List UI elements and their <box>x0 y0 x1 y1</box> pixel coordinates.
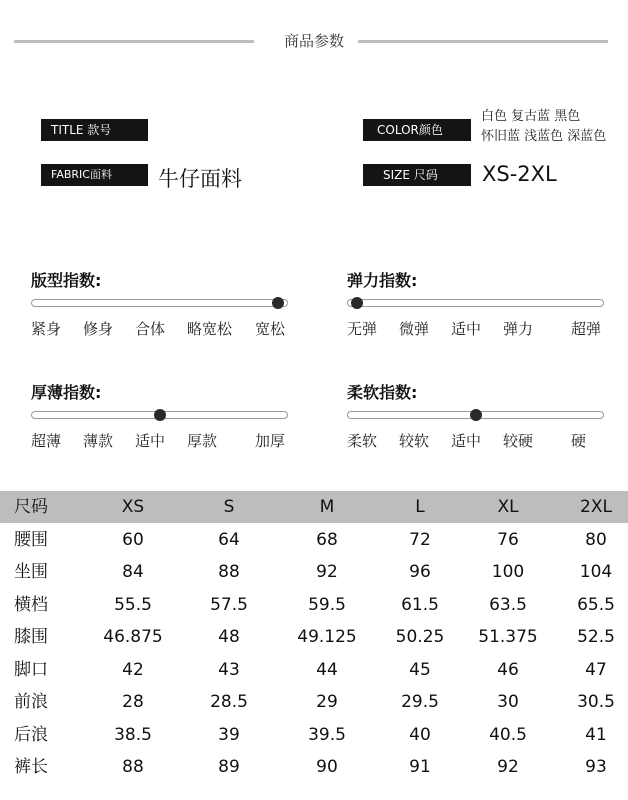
table-cell: 93 <box>585 757 607 777</box>
table-cell: 38.5 <box>114 724 152 745</box>
index-slider-track <box>31 299 288 307</box>
table-cell: 46 <box>497 659 519 680</box>
table-row-label: 前浪 <box>14 692 48 712</box>
table-cell: 76 <box>497 529 519 550</box>
table-cell: 52.5 <box>577 627 615 647</box>
table-header-cell: M <box>319 497 335 517</box>
index-slider-marker <box>154 409 166 421</box>
index-level-label: 柔软 <box>347 432 378 450</box>
color-values <box>481 107 606 147</box>
table-cell: 90 <box>316 757 338 777</box>
table-cell: 50.25 <box>395 627 445 647</box>
table-cell: 84 <box>122 562 144 582</box>
table-header-cell: XL <box>497 497 519 517</box>
table-row <box>0 524 628 556</box>
index-level-label: 较硬 <box>503 432 534 450</box>
header-rule-right <box>358 40 608 43</box>
table-cell: 43 <box>218 659 240 680</box>
index-level-label: 适中 <box>135 432 166 450</box>
table-cell: 80 <box>585 529 607 550</box>
table-cell: 88 <box>218 562 240 582</box>
table-cell: 40.5 <box>489 724 527 745</box>
title-tag: TITLE 款号 <box>41 119 148 141</box>
table-cell: 100 <box>491 562 525 582</box>
table-cell: 59.5 <box>308 594 346 615</box>
index-slider-track <box>347 299 604 307</box>
table-cell: 45 <box>409 659 431 680</box>
index-level-label: 超弹 <box>571 320 602 338</box>
table-row-label: 脚口 <box>14 659 48 680</box>
section-title: 商品参数 <box>283 32 344 50</box>
table-cell: 40 <box>409 724 431 745</box>
index-level-label: 薄款 <box>83 432 114 450</box>
table-row-label: 膝围 <box>14 627 48 647</box>
index-level-label: 加厚 <box>255 432 286 450</box>
table-cell: 30 <box>497 692 519 712</box>
index-level-label: 修身 <box>83 320 114 338</box>
table-cell: 88 <box>122 757 144 777</box>
table-header-label: 尺码 <box>14 497 48 517</box>
table-cell: 92 <box>497 757 519 777</box>
index-title: 柔软指数: <box>347 383 418 402</box>
index-level-label: 适中 <box>451 432 482 450</box>
index-slider-marker <box>272 297 284 309</box>
table-header-cell: S <box>223 497 235 517</box>
table-cell: 91 <box>409 757 431 777</box>
table-cell: 28 <box>122 692 144 712</box>
table-cell: 96 <box>409 562 431 582</box>
table-header-cell: 2XL <box>580 497 612 517</box>
fabric-tag: FABRIC面料 <box>41 164 148 186</box>
table-row-label: 后浪 <box>14 724 48 745</box>
table-header-row <box>0 491 628 523</box>
table-cell: 39 <box>218 724 240 745</box>
table-cell: 63.5 <box>489 594 527 615</box>
table-row <box>0 589 628 621</box>
color-line-1: 白色 复古蓝 黑色 <box>481 109 581 124</box>
color-tag: COLOR颜色 <box>363 119 471 141</box>
index-level-label: 宽松 <box>255 320 286 338</box>
color-line-2: 怀旧蓝 浅蓝色 深蓝色 <box>481 129 607 144</box>
table-cell: 47 <box>585 659 607 680</box>
index-title: 厚薄指数: <box>31 383 102 402</box>
table-cell: 60 <box>122 529 144 550</box>
table-cell: 29.5 <box>401 692 439 712</box>
table-cell: 68 <box>316 529 338 550</box>
table-cell: 28.5 <box>210 692 248 712</box>
table-row <box>0 686 628 718</box>
table-cell: 49.125 <box>297 627 357 647</box>
index-title: 弹力指数: <box>347 271 418 290</box>
table-cell: 55.5 <box>114 594 152 615</box>
table-cell: 30.5 <box>577 692 615 712</box>
index-level-label: 超薄 <box>31 432 62 450</box>
table-cell: 42 <box>122 659 144 680</box>
table-cell: 57.5 <box>210 594 248 615</box>
table-row <box>0 654 628 686</box>
index-level-label: 无弹 <box>347 320 378 338</box>
table-row-label: 横档 <box>14 594 48 615</box>
index-title: 版型指数: <box>31 271 102 290</box>
table-cell: 51.375 <box>478 627 538 647</box>
table-cell: 65.5 <box>577 594 615 615</box>
table-row-label: 坐围 <box>14 562 48 582</box>
table-header-cell: XS <box>121 497 145 517</box>
table-cell: 48 <box>218 627 240 647</box>
table-row-label: 腰围 <box>14 529 48 550</box>
table-row <box>0 621 628 653</box>
index-level-label: 硬 <box>571 432 587 450</box>
table-cell: 104 <box>579 562 613 582</box>
table-cell: 44 <box>316 659 338 680</box>
table-row-label: 裤长 <box>14 757 48 777</box>
index-level-label: 弹力 <box>503 320 534 338</box>
table-row <box>0 751 628 783</box>
index-level-label: 较软 <box>399 432 430 450</box>
index-slider-marker <box>470 409 482 421</box>
index-level-label: 略宽松 <box>187 320 233 338</box>
table-cell: 39.5 <box>308 724 346 745</box>
table-cell: 46.875 <box>103 627 163 647</box>
table-cell: 29 <box>316 692 338 712</box>
table-cell: 64 <box>218 529 240 550</box>
table-cell: 41 <box>585 724 607 745</box>
size-tag: SIZE 尺码 <box>363 164 471 186</box>
fabric-value: 牛仔面料 <box>158 167 242 191</box>
table-row <box>0 719 628 751</box>
table-cell: 89 <box>218 757 240 777</box>
header-rule-left <box>14 40 254 43</box>
index-level-label: 紧身 <box>31 320 62 338</box>
table-row <box>0 556 628 588</box>
index-level-label: 适中 <box>451 320 482 338</box>
index-slider-marker <box>351 297 363 309</box>
table-header-cell: L <box>415 497 425 517</box>
index-level-label: 微弹 <box>399 320 430 338</box>
index-level-label: 合体 <box>135 320 166 338</box>
table-cell: 61.5 <box>401 594 439 615</box>
table-cell: 92 <box>316 562 338 582</box>
table-cell: 72 <box>409 529 431 550</box>
size-value: XS-2XL <box>482 162 557 186</box>
index-level-label: 厚款 <box>187 432 218 450</box>
